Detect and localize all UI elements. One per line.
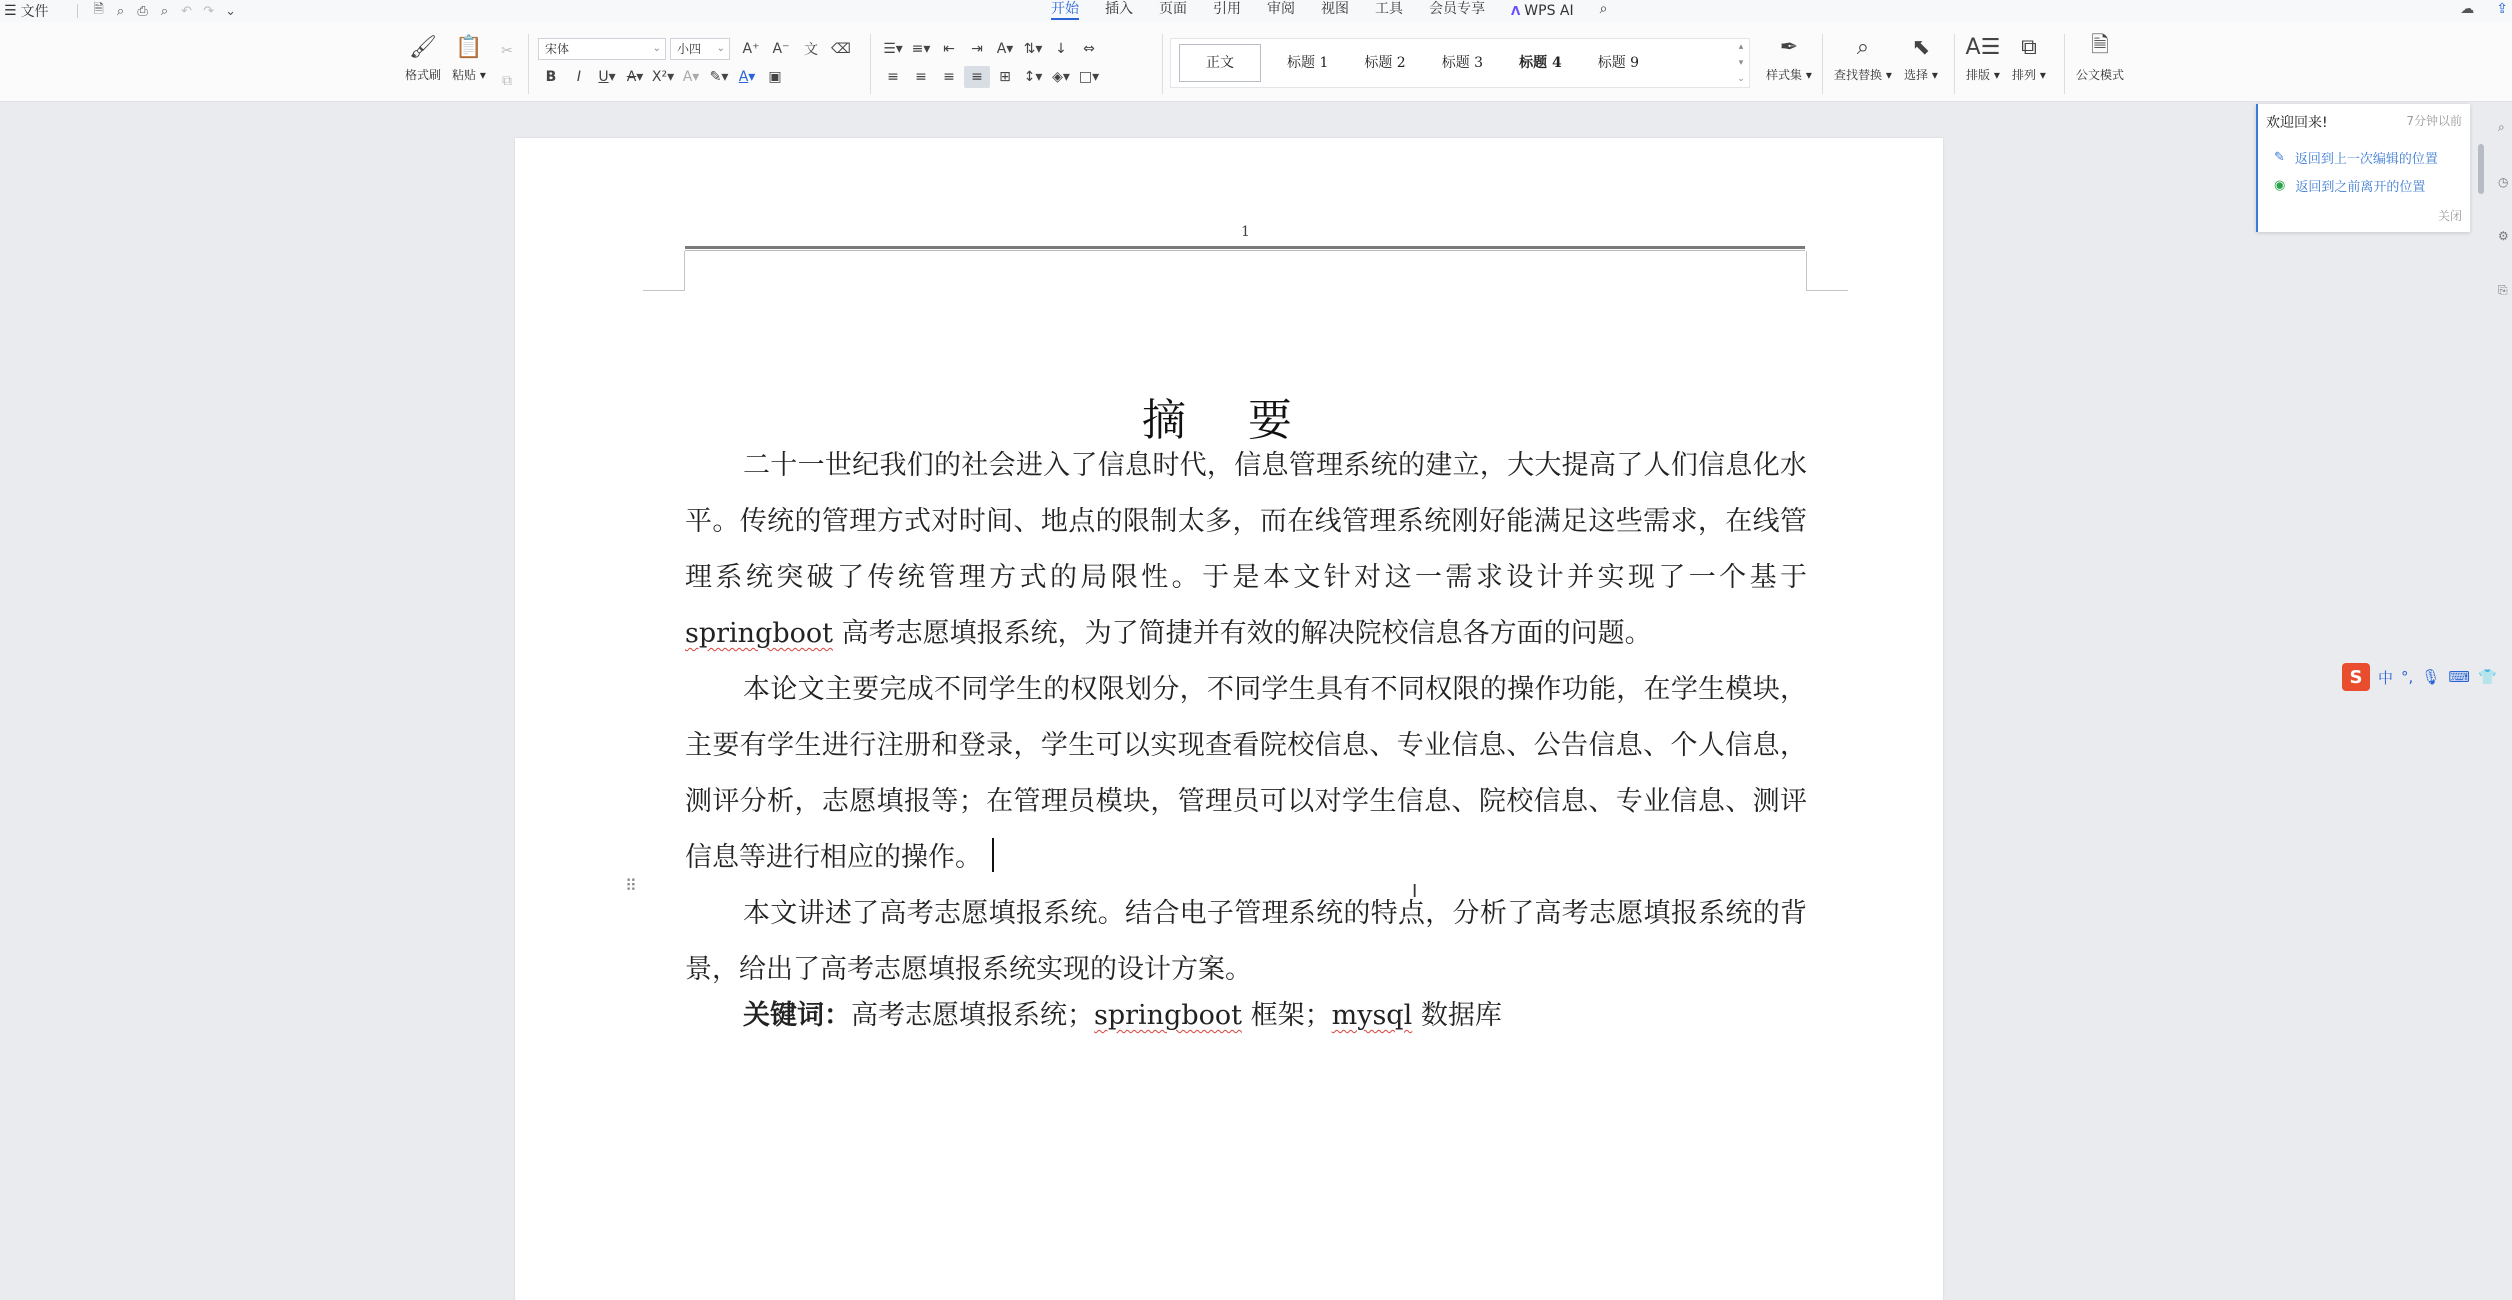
paragraph-2[interactable]: 本论文主要完成不同学生的权限划分，不同学生具有不同权限的操作功能，在学生模块，主要有学生进行注册和登录，学生可以实现查看院校信息、专业信息、公告信息、个人信息，测评分析，志愿填报等；在管理员模块，管理员可以对学生信息、院校信息、专业信息、测评信息等进行相应的操作。	[685, 674, 1807, 873]
strikethrough-icon[interactable]: A ▾	[626, 69, 644, 85]
tab-review[interactable]: 审阅	[1267, 1, 1295, 17]
style-set-icon: ✒	[1779, 34, 1799, 60]
ribbon-tabs	[1038, 0, 1620, 22]
sogou-logo-icon[interactable]: S	[2342, 663, 2370, 691]
grow-font-icon[interactable]: A⁺	[742, 41, 760, 57]
phonetic-icon[interactable]: 文	[804, 42, 818, 58]
abstract-title: 摘 要	[1142, 395, 1316, 446]
styles-gallery	[1170, 38, 1750, 88]
eye-icon: ◉	[2274, 178, 2286, 193]
side-tool-icon[interactable]: ⎘	[2498, 283, 2508, 297]
line-spacing-icon[interactable]: ↕▾	[1023, 69, 1043, 85]
text-effect-icon[interactable]: A▾	[682, 69, 700, 85]
style-set-button[interactable]	[1766, 32, 1812, 83]
font-family-value: 宋体	[545, 42, 570, 56]
align-center-icon[interactable]: ≡	[915, 69, 927, 85]
char-shading-icon[interactable]: ▣	[768, 69, 782, 85]
arrange-icon: ⧉	[2021, 34, 2037, 60]
decrease-indent-icon[interactable]: ⇤	[943, 41, 955, 57]
undo-icon[interactable]: ↶	[181, 3, 193, 19]
tab-tools[interactable]: 工具	[1375, 1, 1403, 17]
magnifier-icon: ⌕	[1856, 34, 1870, 60]
highlight-icon[interactable]: ✎▾	[709, 69, 729, 85]
find-replace-label: 查找替换 ▾	[1834, 68, 1892, 82]
tab-references[interactable]: 引用	[1213, 1, 1241, 17]
arrange-button[interactable]	[2012, 32, 2046, 83]
layout-label: 排版 ▾	[1966, 68, 2000, 82]
shading-icon[interactable]: ◈▾	[1052, 69, 1070, 85]
paragraph-3[interactable]: 本文讲述了高考志愿填报系统。结合电子管理系统的特点，分析了高考志愿填报系统的背景，给出了高考志愿填报系统实现的设计方案。	[685, 898, 1807, 985]
style-heading-2[interactable]: 标题 2	[1364, 55, 1406, 71]
clear-format-icon[interactable]: ⌫	[831, 41, 851, 57]
pencil-icon: ✎	[2274, 150, 2285, 165]
keywords-label: 关键词：	[743, 1000, 851, 1031]
tab-member[interactable]: 会员专享	[1429, 1, 1485, 17]
search-icon[interactable]: ⌕	[1599, 1, 1608, 17]
text-direction-icon[interactable]: A▾	[996, 41, 1014, 57]
border-icon[interactable]: □▾	[1078, 69, 1100, 85]
side-tool-icon[interactable]: ◷	[2498, 175, 2509, 189]
font-size-select[interactable]	[670, 38, 730, 60]
divider	[1822, 34, 1823, 94]
show-marks-icon[interactable]: ⇔	[1083, 41, 1095, 57]
hamburger-icon: ☰	[4, 3, 17, 19]
expand-icon[interactable]: ⌄	[1737, 74, 1745, 84]
font-family-select[interactable]	[538, 38, 666, 60]
skin-icon[interactable]: 👕	[2478, 668, 2497, 686]
margin-corner-mark	[643, 251, 685, 291]
chevron-up-icon[interactable]: ▴	[1738, 42, 1744, 52]
align-right-icon[interactable]: ≡	[943, 69, 955, 85]
layout-button[interactable]	[1966, 32, 2000, 83]
welcome-time: 7分钟以前	[2406, 114, 2462, 128]
find-replace-button[interactable]	[1834, 32, 1892, 83]
tab-insert[interactable]: 插入	[1105, 1, 1133, 17]
ribbon-toolbar	[0, 22, 2512, 102]
divider	[1162, 34, 1163, 94]
document-icon: 🗎	[2091, 33, 2109, 58]
shrink-font-icon[interactable]: A⁻	[772, 41, 790, 57]
tab-view[interactable]: 视图	[1321, 1, 1349, 17]
microphone-icon[interactable]: 🎙	[2421, 668, 2441, 686]
select-button[interactable]	[1904, 32, 1938, 83]
style-set-label: 样式集 ▾	[1766, 68, 1812, 82]
output-icon[interactable]: ⌕	[116, 3, 125, 19]
tab-home[interactable]: 开始	[1038, 0, 1092, 22]
welcome-title: 欢迎回来!	[2266, 115, 2328, 131]
paragraph-1[interactable]: 二十一世纪我们的社会进入了信息时代，信息管理系统的建立，大大提高了人们信息化水平。传统的管理方式对时间、地点的限制太多，而在线管理系统刚好能满足这些需求，在线管理系统突破了传统管理方式的局限性。于是本文针对这一需求设计并实现了一个基于 springboot 高考志愿填报系统，为了简捷并有效的解决院校信息各方面的问题。	[685, 450, 1807, 649]
format-painter-label: 格式刷	[405, 68, 442, 82]
superscript-icon[interactable]: X²▾	[651, 69, 675, 85]
print-preview-icon[interactable]: ⌕	[160, 3, 169, 19]
ime-language-toggle[interactable]: 中	[2378, 668, 2394, 687]
cursor-icon: ⬉	[1911, 34, 1931, 60]
margin-corner-mark	[1806, 251, 1848, 291]
style-normal[interactable]: 正文	[1179, 44, 1261, 82]
copy-icon[interactable]: ⧉	[502, 73, 512, 89]
return-last-edit-label: 返回到上一次编辑的位置	[2294, 152, 2438, 167]
tab-page[interactable]: 页面	[1159, 1, 1187, 17]
font-color-icon[interactable]: A ▾	[738, 69, 756, 85]
style-heading-4[interactable]: 标题 4	[1519, 55, 1562, 71]
return-last-edit-link[interactable]	[2274, 148, 2438, 167]
layout-icon: A☰	[1965, 34, 2001, 60]
file-menu-label: 文件	[20, 4, 49, 20]
divider	[77, 4, 78, 18]
paragraph-drag-handle-icon[interactable]: ⠿	[625, 876, 637, 895]
keyboard-icon[interactable]: ⌨	[2448, 668, 2470, 686]
official-mode-label: 公文模式	[2076, 68, 2125, 82]
text-cursor	[992, 838, 994, 872]
align-left-icon[interactable]: ≡	[887, 69, 899, 85]
ime-toolbar	[2342, 662, 2497, 692]
cut-icon[interactable]: ✂	[501, 43, 513, 59]
divider	[528, 34, 529, 94]
cloud-sync-icon[interactable]: ☁	[2460, 1, 2475, 17]
sort-icon[interactable]: ⇅▾	[1023, 41, 1043, 57]
punctuation-icon[interactable]: °,	[2401, 668, 2414, 686]
scrollbar-thumb[interactable]	[2478, 144, 2484, 194]
style-heading-9[interactable]: 标题 9	[1597, 55, 1640, 71]
distributed-icon[interactable]: ⊞	[999, 69, 1011, 85]
close-button[interactable]: 关闭	[2437, 209, 2462, 223]
bullet-list-icon[interactable]: ☰▾	[883, 41, 903, 57]
divider	[2064, 34, 2065, 94]
chevron-down-icon: ⌄	[652, 43, 661, 54]
side-tool-icon[interactable]: ⚙	[2498, 229, 2509, 243]
spellcheck-word[interactable]: springboot	[1094, 1000, 1242, 1031]
underline-icon[interactable]: U ▾	[598, 69, 616, 85]
return-left-position-link[interactable]	[2274, 176, 2425, 195]
vertical-scrollbar[interactable]	[2474, 104, 2490, 1300]
brush-icon: 🖌	[409, 34, 437, 60]
share-icon[interactable]: ⇪	[2496, 1, 2508, 17]
paste-label: 粘贴 ▾	[452, 68, 486, 82]
official-mode-button[interactable]	[2076, 32, 2124, 83]
print-icon[interactable]: ⎙	[137, 3, 148, 19]
style-heading-1[interactable]: 标题 1	[1287, 55, 1329, 71]
divider	[1954, 34, 1955, 94]
ibeam-cursor-icon: I	[1412, 881, 1418, 902]
document-page[interactable]	[515, 138, 1943, 1300]
numbered-list-icon[interactable]: ≡▾	[911, 41, 931, 57]
increase-indent-icon[interactable]: ⇥	[971, 41, 983, 57]
tab-wps-ai-label: WPS AI	[1524, 3, 1574, 19]
wps-ai-icon: Λ	[1511, 4, 1521, 18]
side-toolbar	[2498, 120, 2509, 298]
save-icon[interactable]: 🗎	[93, 2, 104, 17]
welcome-back-panel	[2256, 104, 2470, 232]
page-number: 1	[1241, 224, 1250, 240]
side-tool-icon[interactable]: ⌕	[2498, 120, 2505, 134]
arrange-label: 排列 ▾	[2012, 68, 2046, 82]
file-menu[interactable]	[4, 1, 49, 21]
tab-wps-ai[interactable]	[1498, 0, 1587, 22]
justify-icon[interactable]: ≡	[964, 66, 990, 88]
menu-bar	[0, 0, 2512, 22]
font-size-value: 小四	[677, 42, 702, 56]
return-left-position-label: 返回到之前离开的位置	[2295, 180, 2426, 195]
sort-az-icon[interactable]: ↓	[1055, 41, 1067, 57]
chevron-down-icon: ⌄	[716, 43, 725, 54]
keywords-line[interactable]: 关键词：高考志愿填报系统；springboot 框架；mysql 数据库	[743, 1000, 1502, 1031]
spellcheck-word[interactable]: mysql	[1331, 1000, 1413, 1031]
chevron-down-icon[interactable]: ⌄	[225, 3, 237, 19]
header-rule	[685, 246, 1805, 249]
document-body[interactable]	[685, 438, 1807, 1034]
style-heading-3[interactable]: 标题 3	[1441, 55, 1484, 71]
spellcheck-word[interactable]: springboot	[685, 618, 833, 649]
header-rule-thin	[685, 250, 1805, 251]
italic-icon[interactable]: I	[576, 69, 582, 85]
paste-button[interactable]	[452, 32, 486, 83]
clipboard-icon: 📋	[455, 34, 483, 60]
redo-icon[interactable]: ↷	[203, 3, 215, 19]
divider	[870, 34, 871, 94]
bold-icon[interactable]: B	[545, 69, 557, 85]
styles-scroll[interactable]	[1735, 39, 1747, 87]
format-painter-button[interactable]	[405, 32, 441, 83]
chevron-down-icon[interactable]: ▾	[1738, 58, 1744, 68]
select-label: 选择 ▾	[1904, 68, 1938, 82]
